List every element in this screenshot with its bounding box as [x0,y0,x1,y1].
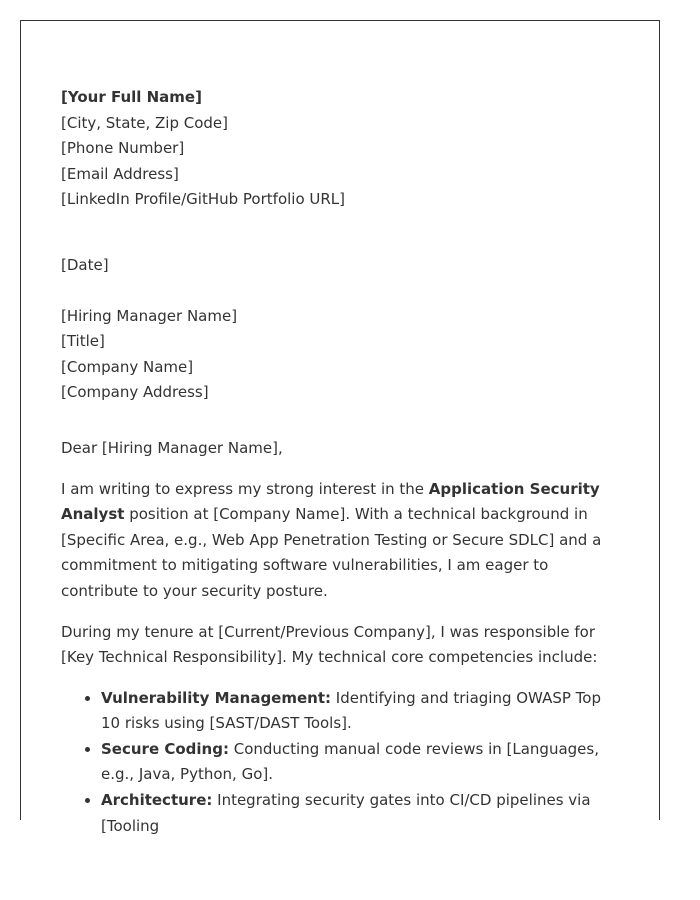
competencies-list [61,686,621,840]
intro-text-after: position at [Company Name]. With a technical background in [Specific Area, e.g., Web App Penetration Testing or Secure SDLC] and a commitment to mitigating software vulnerabilities, I am eager to contribute to your security posture. [61,505,602,600]
sender-name: [Your Full Name] [61,88,202,106]
letter-page [20,20,660,835]
sender-city: [City, State, Zip Code] [61,113,229,132]
sender-phone: [Phone Number] [61,139,185,158]
competency-text: Identifying and triaging OWASP Top 10 risks using [SAST/DAST Tools]. [101,688,601,733]
salutation [61,436,621,462]
role-title: Application Security Analyst [61,479,600,524]
recipient-address: [Company Address] [61,383,209,402]
recipient-block [61,304,621,406]
list-item [101,788,621,839]
list-item [101,737,621,788]
intro-text-before: I am writing to express my strong interest in the [61,479,429,498]
experience-paragraph: During my tenure at [Current/Previous Company], I was responsible for [Key Technical Responsibility]. My technical core competencies include: [61,622,598,667]
recipient-name: [Hiring Manager Name] [61,306,238,325]
competency-label: Vulnerability Management: [101,688,332,707]
competency-label: Secure Coding: [101,739,229,758]
list-item [101,686,621,737]
sender-email: [Email Address] [61,164,179,183]
letter-content [61,85,621,839]
competency-text: Integrating security gates into CI/CD pipelines via [Tooling [101,791,591,835]
date-block [61,253,621,279]
intro-paragraph [61,477,621,605]
salutation-text: Dear [Hiring Manager Name], [61,438,283,457]
sender-block [61,85,621,213]
competency-text: Conducting manual code reviews in [Languages, e.g., Java, Python, Go]. [101,739,599,784]
letter-date: [Date] [61,255,109,274]
sender-profile-url: [LinkedIn Profile/GitHub Portfolio URL] [61,190,346,209]
competency-label: Architecture: [101,791,213,810]
recipient-company: [Company Name] [61,357,194,376]
recipient-title: [Title] [61,332,105,351]
